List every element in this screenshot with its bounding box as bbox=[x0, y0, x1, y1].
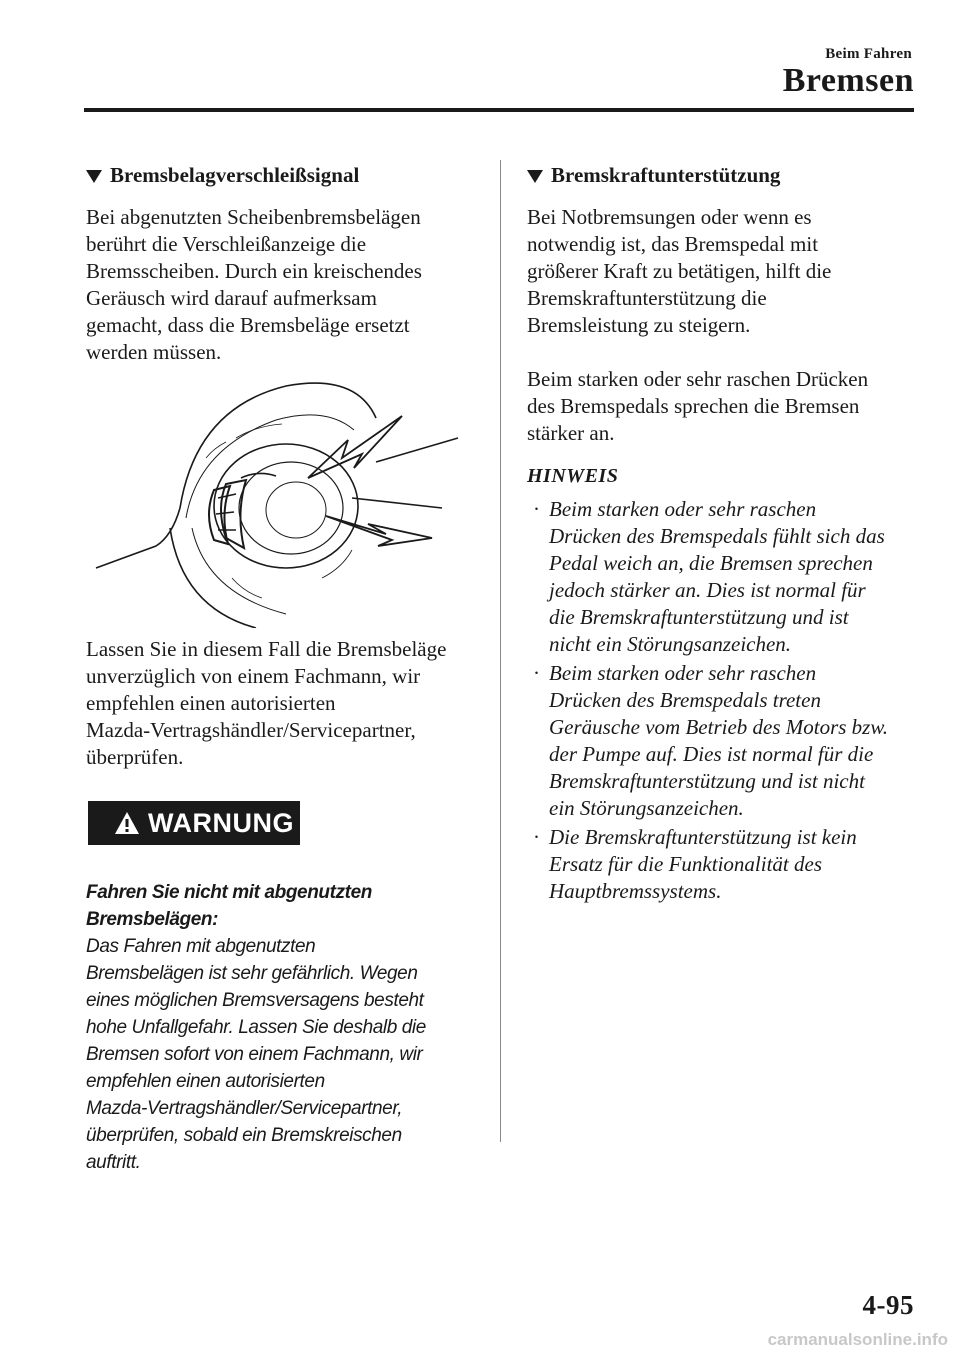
brake-wear-illustration bbox=[86, 378, 478, 628]
right-paragraph-2: Beim starken oder sehr raschen Drücken des Bremspedals sprechen die Bremsen stärker an. bbox=[527, 367, 869, 445]
left-section-title: Bremsbelagverschleißsignal bbox=[110, 163, 360, 187]
warning-banner bbox=[88, 801, 300, 845]
warning-triangle-icon bbox=[114, 811, 140, 835]
note-item: · Beim starken oder sehr raschen Drücken des Bremspedals treten Geräusche vom Betrieb des Motors bzw. der Pumpe auf. Dies ist normal für die Bremskraftunterstützung und ist nicht ein Störungsanzeichen. bbox=[533, 661, 889, 820]
left-column bbox=[86, 160, 478, 1176]
left-paragraph-2: Lassen Sie in diesem Fall die Bremsbeläge unverzüglich von einem Fachmann, wir empfehlen einen autorisierten Mazda-Vertragshändler/Servicepartner, überprüfen. bbox=[86, 637, 447, 769]
right-section-title: Bremskraftunterstützung bbox=[551, 163, 781, 187]
warning-body: Das Fahren mit abgenutzten Bremsbelägen ist sehr gefährlich. Wegen eines möglichen Bremsversagens besteht hohe Unfallgefahr. Lassen Sie deshalb die Bremsen sofort von einem Fachmann, wir empfehlen einen autorisierten Mazda-Vertragshändler/Servicepartner, überprüfen, sobald ein Bremskreischen auftritt. bbox=[86, 936, 426, 1173]
left-paragraph-1: Bei abgenutzten Scheibenbremsbelägen berührt die Verschleißanzeige die Bremsscheiben. Durch ein kreischendes Geräusch wird darauf aufmerksam gemacht, dass die Bremsbeläge ersetzt werden müssen. bbox=[86, 205, 422, 364]
right-paragraph-1: Bei Notbremsungen oder wenn es notwendig ist, das Bremspedal mit größerer Kraft zu betätigen, hilft die Bremskraftunterstützung die Bremsleistung zu steigern. bbox=[527, 205, 832, 337]
chapter-title: Beim Fahren bbox=[825, 46, 912, 62]
header-rule bbox=[84, 108, 914, 112]
warning-heading: Fahren Sie nicht mit abgenutzten Bremsbelägen: bbox=[86, 882, 372, 930]
note-title: HINWEIS bbox=[527, 465, 619, 487]
left-section-heading bbox=[86, 160, 478, 190]
bullet-icon: · bbox=[533, 825, 540, 849]
section-title: Bremsen bbox=[782, 62, 914, 99]
note-item: · Die Bremskraftunterstützung ist kein Ersatz für die Funktionalität des Hauptbremssystems. bbox=[533, 825, 857, 903]
triangle-down-icon bbox=[86, 170, 102, 183]
right-column bbox=[527, 160, 922, 907]
bullet-icon: · bbox=[533, 661, 540, 685]
bullet-icon: · bbox=[533, 497, 540, 521]
triangle-down-icon bbox=[527, 170, 543, 183]
watermark: carmanualsonline.info bbox=[767, 1330, 948, 1349]
note-item: · Beim starken oder sehr raschen Drücken des Bremspedals fühlt sich das Pedal weich an, die Bremsen sprechen jedoch stärker an. Dies ist normal für die Bremskraftunterstützung und ist nicht ein Störungsanzeichen. bbox=[533, 497, 885, 656]
right-section-heading bbox=[527, 160, 922, 190]
page-number: 4-95 bbox=[862, 1290, 914, 1320]
note-list bbox=[527, 496, 922, 905]
warning-label: WARNUNG bbox=[148, 807, 294, 838]
column-divider bbox=[500, 160, 501, 1142]
